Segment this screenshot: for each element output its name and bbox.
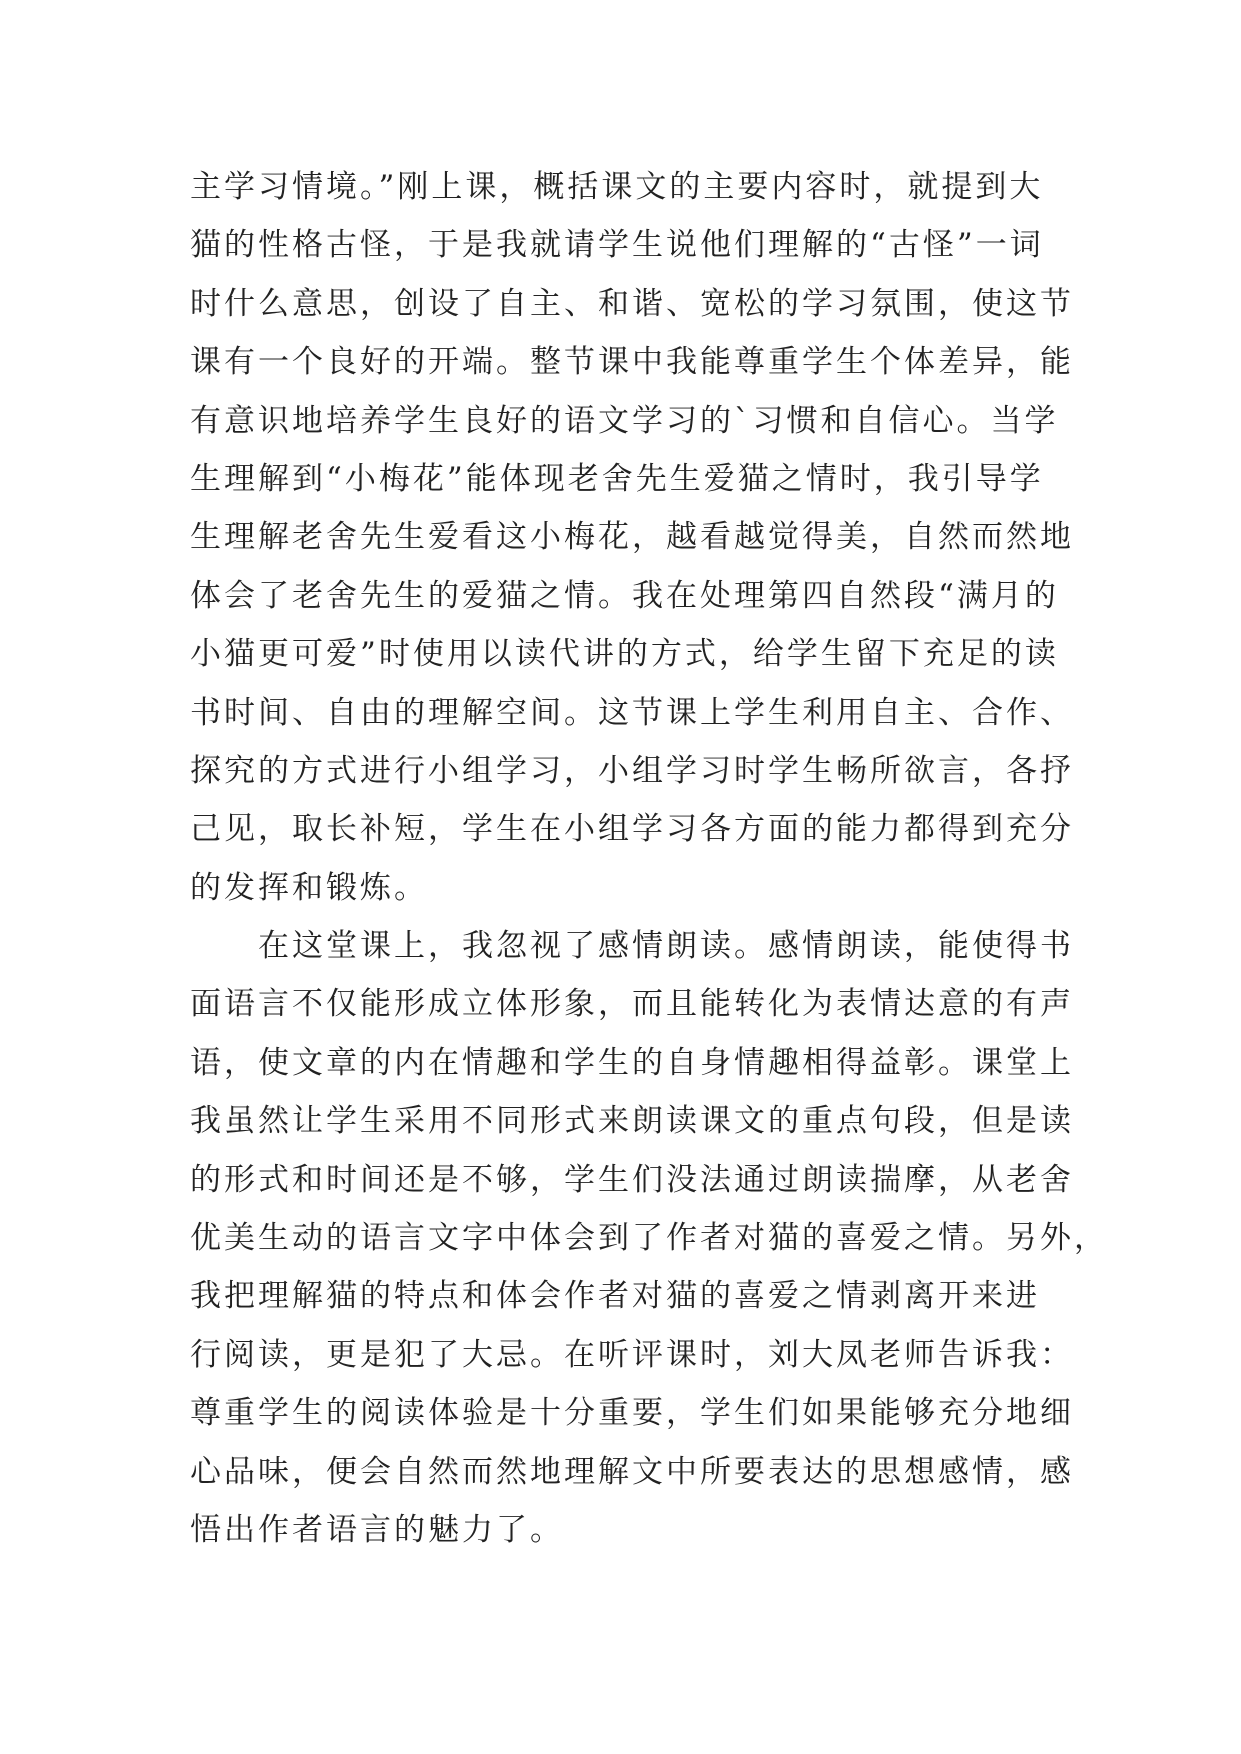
text-line: 生理解老舍先生爱看这小梅花，越看越觉得美，自然而然地 [190,519,1074,556]
text-line: 语，使文章的内在情趣和学生的自身情趣相得益彰。课堂上 [190,1044,1074,1081]
text-line: 我虽然让学生采用不同形式来朗读课文的重点句段，但是读 [190,1103,1074,1140]
text-line: 我把理解猫的特点和体会作者对猫的喜爱之情剥离开来进 [190,1278,1040,1315]
text-line: 书时间、自由的理解空间。这节课上学生利用自主、合作、 [190,694,1074,731]
text-line: 探究的方式进行小组学习，小组学习时学生畅所欲言，各抒 [190,752,1074,789]
text-line: 的发挥和锻炼。 [190,869,428,906]
text-line: 在这堂课上，我忽视了感情朗读。感情朗读，能使得书 [190,928,1074,964]
text-line: 时什么意思，创设了自主、和谐、宽松的学习氛围，使这节 [190,285,1074,322]
paragraph-2 [190,917,1108,1559]
text-line: 主学习情境。”刚上课，概括课文的主要内容时，就提到大 [190,169,1044,205]
paragraph-1 [190,158,1074,917]
text-line: 面语言不仅能形成立体形象，而且能转化为表情达意的有声 [190,986,1074,1023]
text-line: 行阅读，更是犯了大忌。在听评课时，刘大凤老师告诉我： [190,1336,1074,1373]
text-line: 小猫更可爱”时使用以读代讲的方式，给学生留下充足的读 [190,636,1059,673]
text-line: 尊重学生的阅读体验是十分重要，学生们如果能够充分地细 [190,1395,1074,1432]
text-line: 猫的性格古怪，于是我就请学生说他们理解的“古怪”一词 [190,227,1044,264]
text-line: 有意识地培养学生良好的语文学习的`习惯和自信心。当学 [190,402,1059,439]
text-line: 己见，取长补短，学生在小组学习各方面的能力都得到充分 [190,811,1074,848]
text-line: 的形式和时间还是不够，学生们没法通过朗读揣摩，从老舍 [190,1161,1074,1198]
text-line: 体会了老舍先生的爱猫之情。我在处理第四自然段“满月的 [190,577,1059,614]
text-line: 生理解到“小梅花”能体现老舍先生爱猫之情时，我引导学 [190,460,1044,497]
text-line: 课有一个良好的开端。整节课中我能尊重学生个体差异，能 [190,344,1074,381]
text-line: 悟出作者语言的魅力了。 [190,1511,564,1548]
text-line: 优美生动的语言文字中体会到了作者对猫的喜爱之情。另外， [190,1219,1108,1256]
text-line: 心品味，便会自然而然地理解文中所要表达的思想感情，感 [190,1453,1074,1490]
